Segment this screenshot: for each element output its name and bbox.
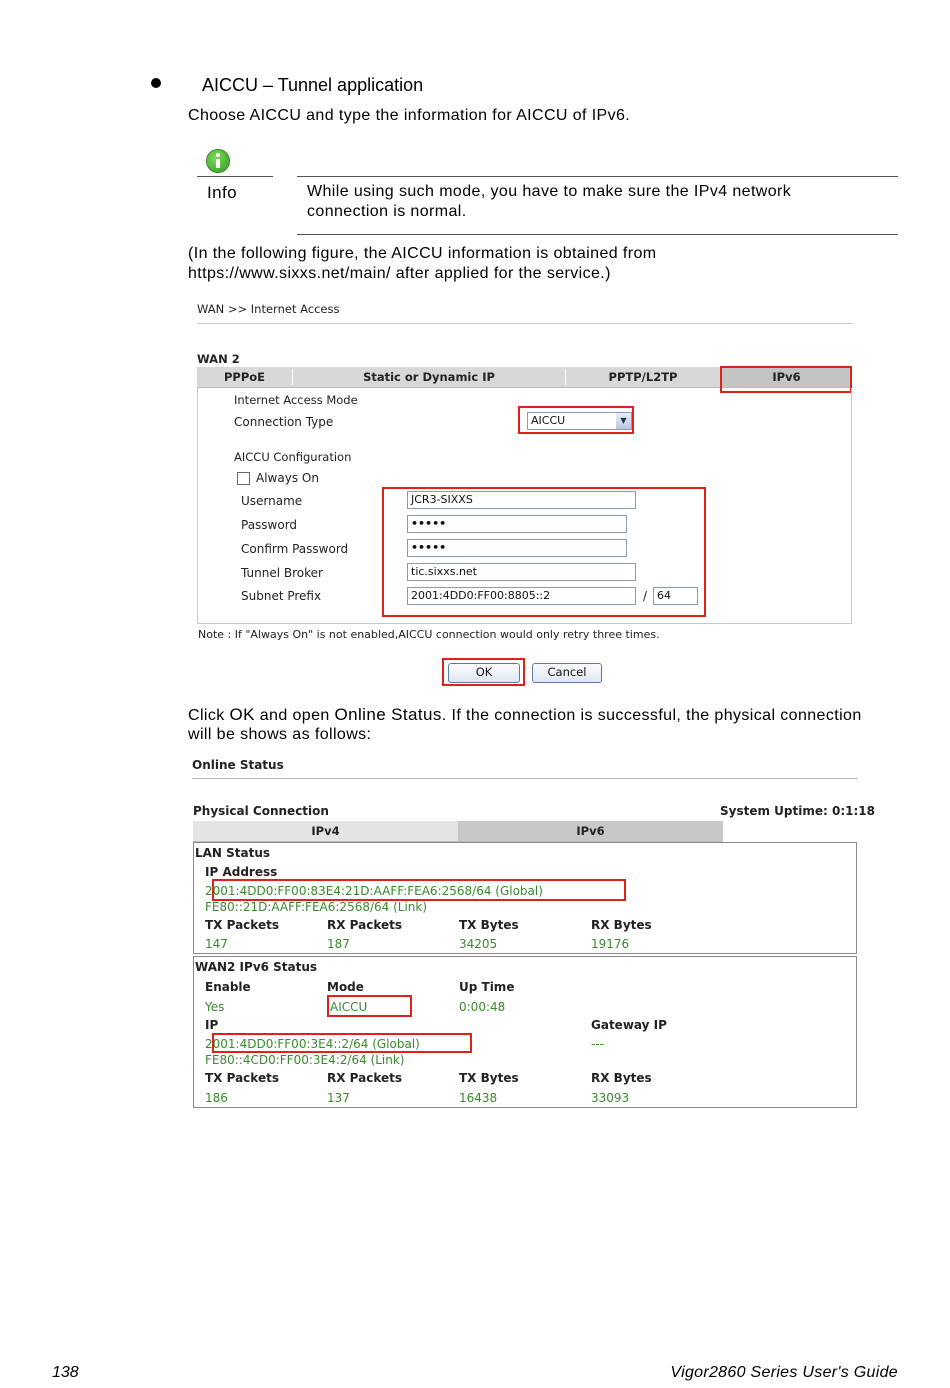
wan-label: WAN 2	[197, 352, 240, 366]
lan-tx-bytes-value: 34205	[459, 937, 498, 951]
wan2-enable-header: Enable	[205, 980, 251, 994]
lan-tx-packets-header: TX Packets	[205, 918, 279, 932]
prefix-length-input[interactable]: 64	[653, 587, 698, 605]
confirm-password-input[interactable]: •••••	[407, 539, 627, 557]
highlight-lan-ip	[212, 879, 626, 901]
tunnel-broker-input[interactable]: tic.sixxs.net	[407, 563, 636, 581]
info-divider-left	[197, 176, 273, 177]
connection-type-value: AICCU	[531, 414, 566, 427]
online-status-emphasis: Online Status	[334, 705, 442, 724]
info-divider-bottom	[297, 234, 898, 235]
wan2-status-title: WAN2 IPv6 Status	[195, 960, 318, 974]
highlight-wan2-ip	[212, 1033, 472, 1053]
wan2-tx-bytes-header: TX Bytes	[459, 1071, 519, 1085]
prefix-slash: /	[643, 589, 648, 603]
lan-ip-link: FE80::21D:AAFF:FEA6:2568/64 (Link)	[205, 900, 428, 914]
lan-tx-bytes-header: TX Bytes	[459, 918, 519, 932]
internet-access-mode-heading: Internet Access Mode	[234, 393, 358, 407]
lan-ip-global: 2001:4DD0:FF00:83E4:21D:AAFF:FEA6:2568/64 (Global)	[205, 884, 543, 898]
lan-rx-packets-value: 187	[327, 937, 350, 951]
wan2-gateway-value: ---	[591, 1037, 604, 1051]
tab-pptp-l2tp[interactable]: PPTP/L2TP	[608, 370, 678, 384]
info-icon	[207, 150, 229, 172]
username-label: Username	[241, 494, 303, 508]
wan2-enable-value: Yes	[205, 1000, 225, 1014]
connection-type-label: Connection Type	[234, 415, 334, 429]
always-on-label: Always On	[256, 471, 319, 485]
click-instruction-line2: will be shows as follows:	[188, 726, 372, 743]
system-uptime: System Uptime: 0:1:18	[720, 804, 875, 818]
lan-rx-bytes-header: RX Bytes	[591, 918, 652, 932]
wan2-ip-global: 2001:4DD0:FF00:3E4::2/64 (Global)	[205, 1037, 420, 1051]
wan-note: Note : If "Always On" is not enabled,AICCU connection would only retry three times.	[198, 628, 660, 641]
wan2-mode-value: AICCU	[330, 1000, 368, 1014]
wan2-gateway-label: Gateway IP	[591, 1018, 667, 1032]
online-tab-bar	[193, 821, 723, 842]
tunnel-broker-label: Tunnel Broker	[241, 566, 323, 580]
tab-ipv6-status[interactable]: IPv6	[458, 821, 723, 841]
wan2-rx-bytes-value: 33093	[591, 1091, 630, 1105]
wan2-status-panel	[193, 956, 857, 1108]
password-label: Password	[241, 518, 298, 532]
info-divider-top	[297, 176, 898, 177]
wan2-uptime-value: 0:00:48	[459, 1000, 506, 1014]
highlight-aiccu-fields	[382, 487, 706, 617]
info-text-line1: While using such mode, you have to make sure the IPv4 network	[307, 183, 792, 200]
aiccu-config-heading: AICCU Configuration	[234, 450, 352, 464]
lan-tx-packets-value: 147	[205, 937, 228, 951]
info-label: Info	[207, 183, 237, 202]
wan2-tx-packets-header: TX Packets	[205, 1071, 279, 1085]
ok-button[interactable]: OK	[448, 663, 520, 683]
caption-line1: (In the following figure, the AICCU information is obtained from	[188, 245, 657, 262]
wan2-ip-label: IP	[205, 1018, 219, 1032]
click-instruction-line1: Click OK and open Online Status. If the connection is successful, the physical connection	[188, 705, 862, 724]
wan2-tx-bytes-value: 16438	[459, 1091, 498, 1105]
wan-breadcrumb: WAN >> Internet Access	[197, 302, 340, 316]
tab-ipv6[interactable]: IPv6	[721, 367, 852, 387]
highlight-wan2-mode	[327, 995, 412, 1017]
highlight-ok-button	[442, 658, 525, 686]
ok-emphasis: OK	[229, 705, 255, 724]
guide-title: Vigor2860 Series User's Guide	[670, 1364, 898, 1381]
lan-rx-packets-header: RX Packets	[327, 918, 403, 932]
section-title: AICCU – Tunnel application	[202, 75, 424, 95]
wan2-mode-header: Mode	[327, 980, 364, 994]
info-text-line2: connection is normal.	[307, 203, 467, 220]
page-number: 138	[52, 1364, 79, 1381]
wan-breadcrumb-rule	[197, 323, 853, 324]
tab-pppoe[interactable]: PPPoE	[223, 370, 266, 384]
wan2-rx-bytes-header: RX Bytes	[591, 1071, 652, 1085]
lan-status-title: LAN Status	[195, 846, 271, 860]
lan-rx-bytes-value: 19176	[591, 937, 630, 951]
wan2-tx-packets-value: 186	[205, 1091, 228, 1105]
wan2-rx-packets-value: 137	[327, 1091, 350, 1105]
username-input[interactable]: JCR3-SIXXS	[407, 491, 636, 509]
physical-connection-label: Physical Connection	[193, 804, 329, 818]
online-status-rule	[192, 778, 858, 779]
bullet-dot	[151, 78, 161, 88]
chevron-down-icon: ▼	[616, 413, 631, 429]
cancel-button[interactable]: Cancel	[532, 663, 602, 683]
online-status-title: Online Status	[192, 758, 284, 772]
caption-line2: https://www.sixxs.net/main/ after applied for the service.)	[188, 265, 611, 282]
wan2-ip-link: FE80::4CD0:FF00:3E4:2/64 (Link)	[205, 1053, 405, 1067]
wan2-uptime-header: Up Time	[459, 980, 515, 994]
subnet-prefix-label: Subnet Prefix	[241, 589, 322, 603]
password-input[interactable]: •••••	[407, 515, 627, 533]
lan-ip-label: IP Address	[205, 865, 278, 879]
confirm-password-label: Confirm Password	[241, 542, 349, 556]
intro-text: Choose AICCU and type the information for AICCU of IPv6.	[188, 107, 631, 124]
tab-static-dynamic-ip[interactable]: Static or Dynamic IP	[363, 370, 495, 384]
always-on-checkbox[interactable]	[237, 472, 250, 485]
highlight-connection-type	[518, 406, 634, 434]
tab-ipv4[interactable]: IPv4	[311, 824, 340, 838]
subnet-prefix-input[interactable]: 2001:4DD0:FF00:8805::2	[407, 587, 636, 605]
wan2-rx-packets-header: RX Packets	[327, 1071, 403, 1085]
